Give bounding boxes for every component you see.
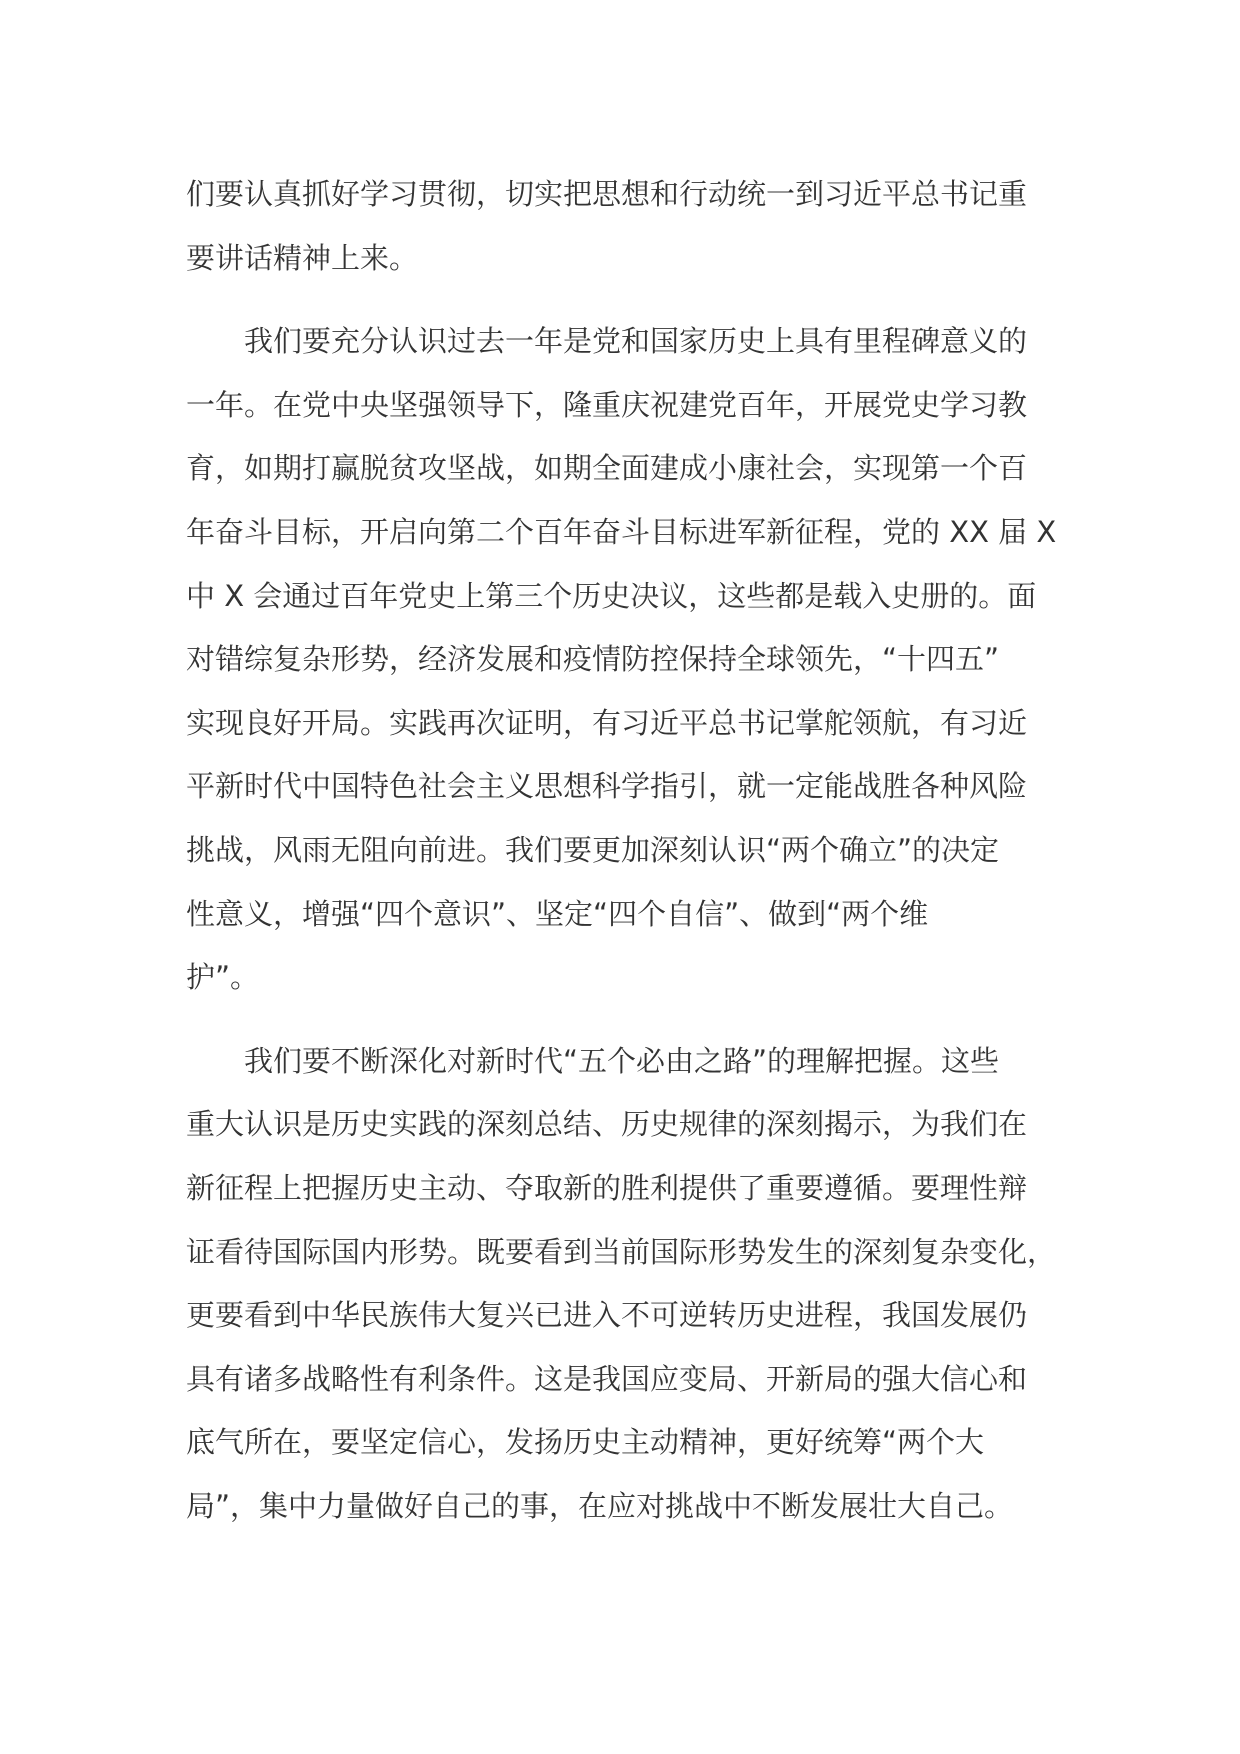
paragraph-line: 实现良好开局。实践再次证明，有习近平总书记掌舵领航，有习近: [186, 705, 1028, 740]
paragraph-line: 具有诸多战略性有利条件。这是我国应变局、开新局的强大信心和: [186, 1361, 1028, 1396]
paragraph-line: 更要看到中华民族伟大复兴已进入不可逆转历史进程，我国发展仍: [186, 1298, 1028, 1333]
paragraph-line: 证看待国际国内形势。既要看到当前国际形势发生的深刻复杂变化，: [186, 1234, 1057, 1269]
paragraph-3: [186, 1030, 1057, 1539]
paragraph-line: 中 X 会通过百年党史上第三个历史决议，这些都是载入史册的。面: [186, 578, 1037, 613]
paragraph-line: 一年。在党中央坚强领导下，隆重庆祝建党百年，开展党史学习教: [186, 387, 1028, 422]
document-body: [186, 163, 1057, 1538]
paragraph-line: 年奋斗目标，开启向第二个百年奋斗目标进军新征程，党的 XX 届 X: [186, 514, 1057, 549]
paragraph-line: 我们要不断深化对新时代“五个必由之路”的理解把握。这些: [244, 1043, 1000, 1078]
paragraph-line: 挑战，风雨无阻向前进。我们要更加深刻认识“两个确立”的决定: [186, 832, 1000, 867]
paragraph-line: 护”。: [186, 960, 260, 995]
paragraph-line: 局”，集中力量做好自己的事，在应对挑战中不断发展壮大自己。: [186, 1488, 1014, 1523]
paragraph-1: [186, 163, 1046, 290]
paragraph-line: 新征程上把握历史主动、夺取新的胜利提供了重要遵循。要理性辩: [186, 1170, 1028, 1205]
paragraph-line: 对错综复杂形势，经济发展和疫情防控保持全球领先，“十四五”: [186, 642, 1000, 677]
paragraph-line: 性意义，增强“四个意识”、坚定“四个自信”、做到“两个维: [186, 896, 929, 931]
paragraph-line: 们要认真抓好学习贯彻，切实把思想和行动统一到习近平总书记重: [186, 177, 1028, 211]
paragraph-line: 平新时代中国特色社会主义思想科学指引，就一定能战胜各种风险: [186, 769, 1028, 804]
paragraph-line: 底气所在，要坚定信心，发扬历史主动精神，更好统筹“两个大: [186, 1425, 985, 1460]
paragraph-line: 育，如期打赢脱贫攻坚战，如期全面建成小康社会，实现第一个百: [186, 451, 1028, 486]
paragraph-line: 重大认识是历史实践的深刻总结、历史规律的深刻揭示，为我们在: [186, 1107, 1028, 1142]
paragraph-line: 要讲话精神上来。: [186, 240, 419, 275]
paragraph-2: [186, 310, 1057, 1010]
paragraph-line: 我们要充分认识过去一年是党和国家历史上具有里程碑意义的: [244, 324, 1028, 359]
